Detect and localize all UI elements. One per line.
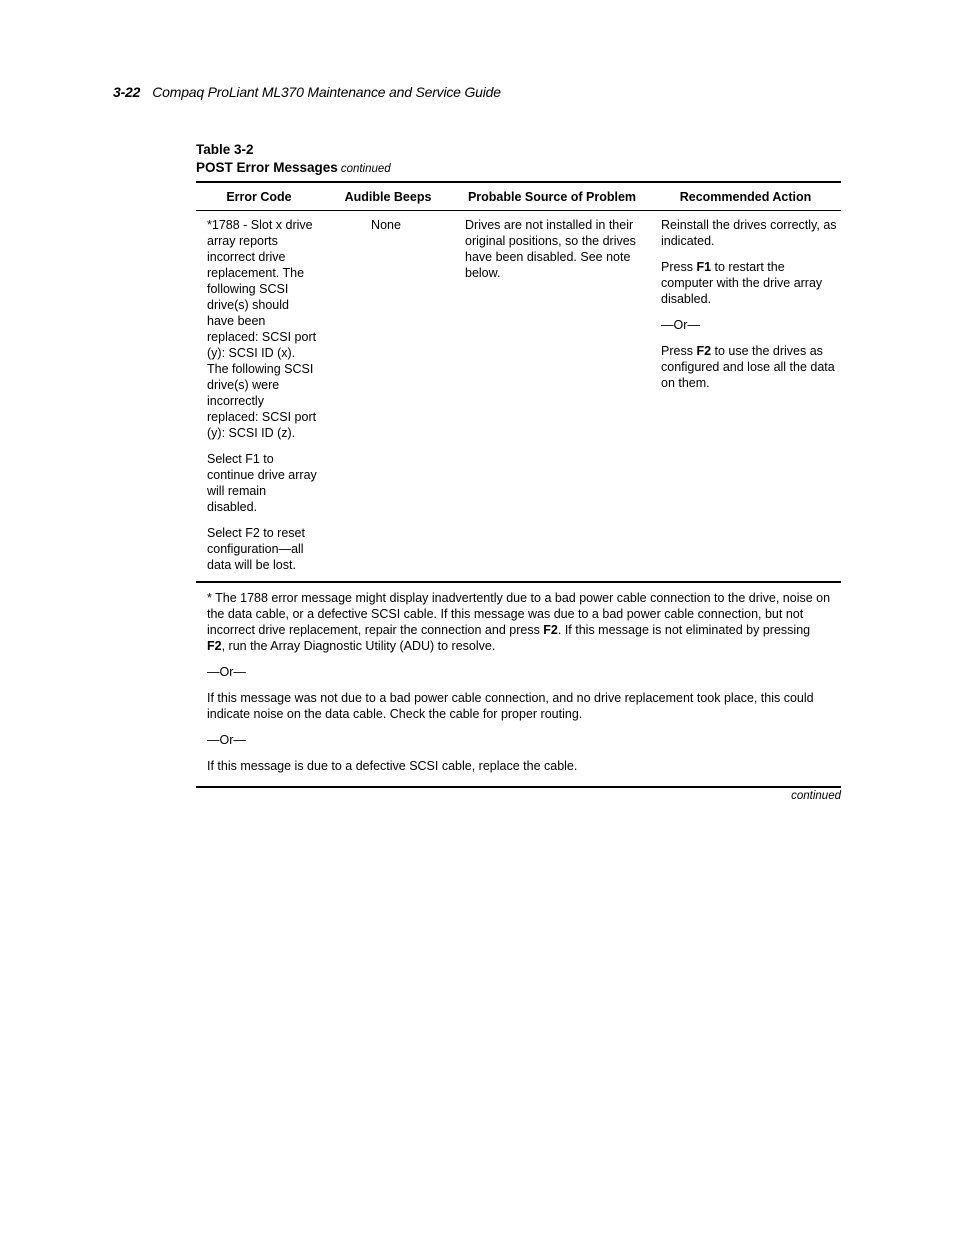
column-header-error-code: Error Code — [226, 190, 292, 204]
column-header-probable-source: Probable Source of Problem — [467, 190, 637, 204]
table-number: Table 3-2 — [196, 142, 254, 157]
footnote-or-2: —Or— — [207, 733, 246, 747]
column-header-audible-beeps: Audible Beeps — [344, 190, 432, 204]
footnote-paragraph-1: * The 1788 error message might display inadvertently due to a bad power cable connection to the drive, noise on the data cable, or a defective SCSI cable. If this message was due to a bad power cable connection, but not incorrect drive replacement, repair the connection and press F2. If this message is not eliminated by pressing F2, run the Array Diagnostic Utility (ADU) to resolve. — [207, 591, 831, 653]
cell-audible-beeps: None — [371, 218, 401, 232]
footnote-or-1: —Or— — [207, 665, 246, 679]
action-press-f2: Press F2 to use the drives as configured and lose all the data on them. — [661, 344, 835, 390]
action-or-separator: —Or— — [661, 318, 700, 332]
cell-probable-source: Drives are not installed in their original positions, so the drives have been disabled. See note below. — [465, 218, 636, 280]
cell-error-code — [196, 211, 322, 581]
cell-recommended-action — [650, 211, 841, 581]
error-code-f1-text: Select F1 to continue drive array will remain disabled. — [207, 452, 317, 514]
running-head — [113, 84, 501, 100]
post-error-table — [196, 183, 841, 581]
error-code-f2-text: Select F2 to reset configuration—all data will be lost. — [207, 526, 305, 572]
bottom-rule — [196, 786, 841, 788]
footnote-paragraph-2: If this message was not due to a bad power cable connection, and no drive replacement took place, this could indicate noise on the data cable. Check the cable for proper routing. — [207, 691, 814, 721]
page-number: 3-22 — [113, 84, 141, 100]
table-row — [196, 211, 841, 581]
action-reinstall: Reinstall the drives correctly, as indicated. — [661, 218, 837, 248]
table-title-line — [196, 159, 841, 178]
footnote-paragraph-3: If this message is due to a defective SCSI cable, replace the cable. — [207, 759, 578, 773]
table-container — [196, 141, 841, 802]
action-press-f1: Press F1 to restart the computer with the drive array disabled. — [661, 260, 823, 306]
error-code-text: *1788 - Slot x drive array reports incorrect drive replacement. The following SCSI drive(s) should have been replaced: SCSI port (y): SCSI ID (x). The following SCSI drive(s) were incorrectly replaced: SCSI port (y): SCSI ID (z). — [207, 218, 317, 440]
guide-title: Compaq ProLiant ML370 Maintenance and Service Guide — [152, 84, 501, 100]
column-header-recommended-action: Recommended Action — [679, 190, 812, 204]
table-continued-label: continued — [791, 790, 841, 802]
table-footnote — [196, 583, 841, 786]
table-title-continued: continued — [340, 163, 391, 175]
table-header-row — [196, 183, 841, 210]
table-title: POST Error Messages — [196, 160, 338, 175]
